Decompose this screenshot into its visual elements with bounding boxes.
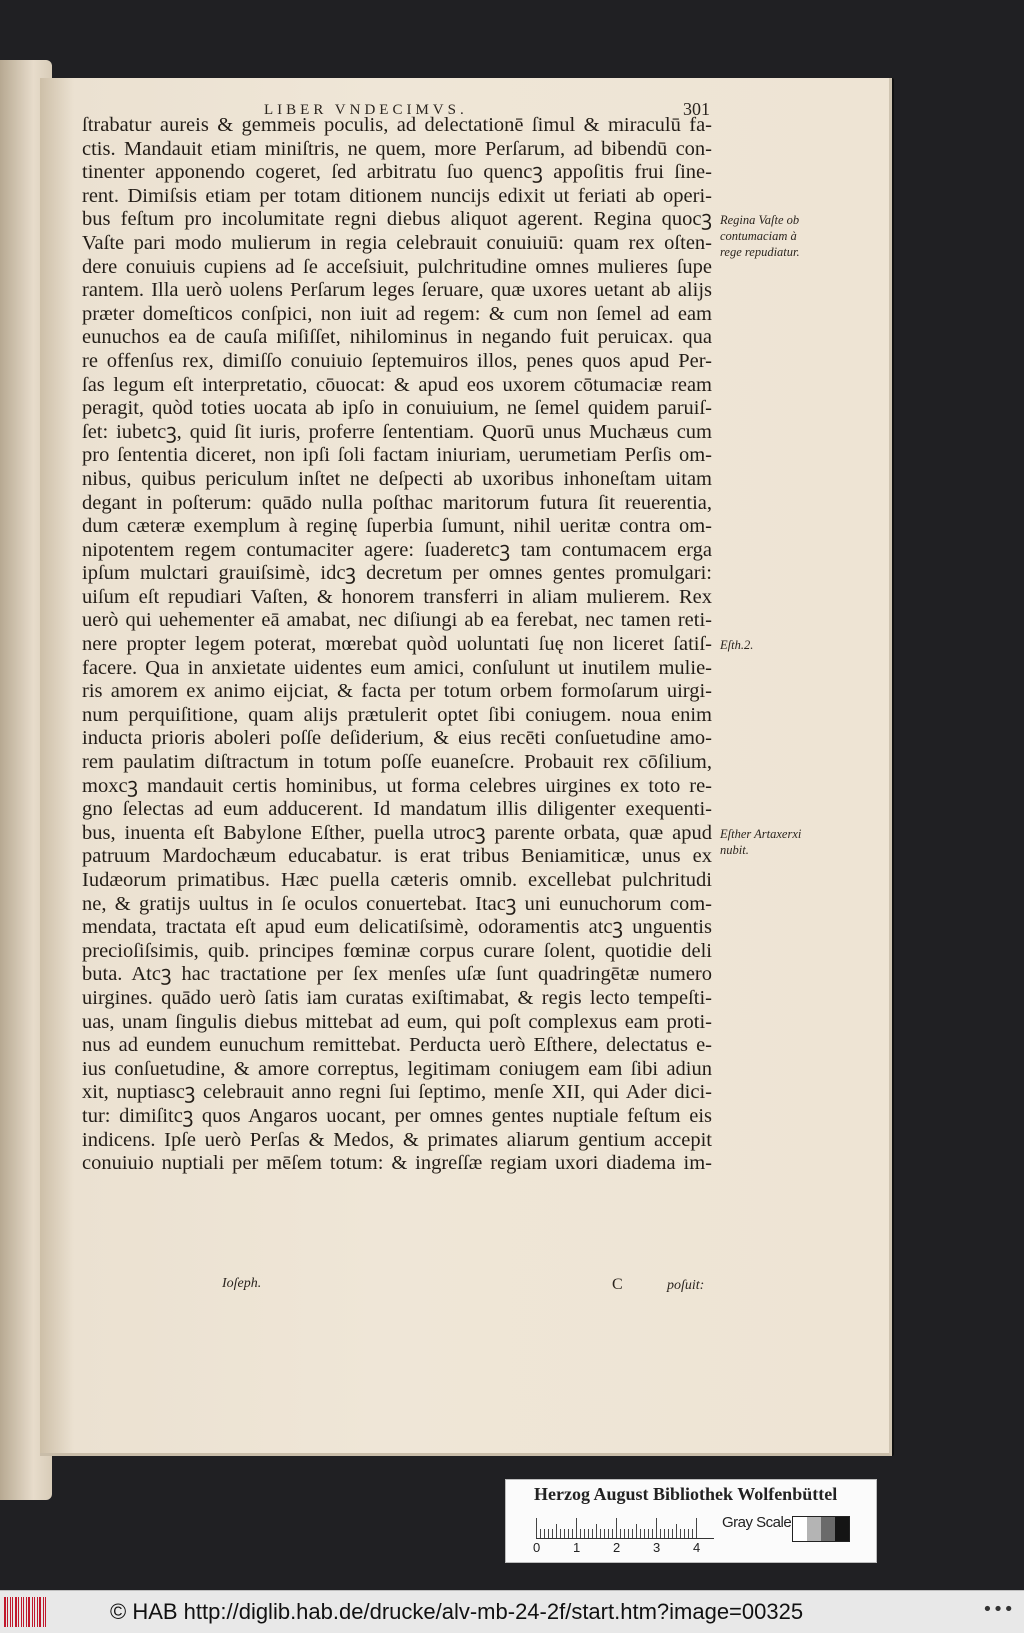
ruler-tick bbox=[560, 1529, 561, 1538]
text-line: eunuchos ea de cauſa miſiſſet, nihilominus in negando fuit peruicax. qua bbox=[82, 326, 712, 349]
ruler-number: 1 bbox=[573, 1540, 581, 1555]
ruler-tick bbox=[648, 1529, 649, 1538]
ruler-tick bbox=[632, 1529, 633, 1538]
text-line: ipſum mulctari grauiſsimè, idcꝫ decretum per omnes gentes promulgari: bbox=[82, 562, 712, 585]
ruler-tick bbox=[568, 1529, 569, 1538]
text-line: rantem. Illa uerò uolens Perſarum leges ſeruare, quæ uxores uetant ab alijs bbox=[82, 279, 712, 302]
margin-note: Eſth.2. bbox=[720, 638, 754, 653]
text-line: dum cæteræ exemplum à reginę ſuperbia ſumunt, nihil ueritæ contra om- bbox=[82, 515, 712, 538]
text-line: facere. Qua in anxietate uidentes eum amici, conſulunt ut inutilem mulie- bbox=[82, 656, 712, 679]
running-head: LIBER VNDECIMVS. bbox=[264, 102, 468, 118]
text-line: buta. Atcꝫ hac tractatione per ſex menſes uſæ ſunt quadringētæ numero bbox=[82, 963, 712, 986]
text-line: ris amorem ex animo eijciat, & facta per totum orbem formoſarum uirgi- bbox=[82, 680, 712, 703]
text-line: inducta prioris aboleri poſſe deſiderium, & eius recēti conſuetudine amo- bbox=[82, 727, 712, 750]
ruler-tick bbox=[672, 1529, 673, 1538]
ruler-tick bbox=[540, 1529, 541, 1538]
text-line: nibus, quibus periculum inſtet ne deſpecti ab uxoribus inhoneſtam uitam bbox=[82, 467, 712, 490]
ruler-tick bbox=[576, 1518, 577, 1538]
measure-ruler bbox=[536, 1514, 714, 1539]
ruler-tick bbox=[604, 1529, 605, 1538]
text-line: re offenſus rex, dimiſſo conuiuio ſeptemuiros illos, penes quos apud Per- bbox=[82, 349, 712, 372]
ruler-tick bbox=[624, 1529, 625, 1538]
gray-swatch bbox=[821, 1517, 835, 1541]
ruler-tick bbox=[688, 1529, 689, 1538]
text-line: conuiuio nuptiali per mēſem totum: & ingreſſæ regiam uxori diadema im- bbox=[82, 1152, 712, 1175]
text-line: peragit, quòd toties uocata ab ipſo in conuiuium, ne ſemel quidem paruiſ- bbox=[82, 397, 712, 420]
text-line: precioſiſsimis, quib. principes fœminæ corpus curare ſolent, quotidie deli bbox=[82, 939, 712, 962]
text-line: ſas legum eſt interpretatio, cōuocat: & apud eos uxorem cōtumaciæ ream bbox=[82, 373, 712, 396]
text-line: rent. Dimiſsis etiam per totam ditionem nuncijs edixit ut feriati ab operi- bbox=[82, 184, 712, 207]
text-line: uas, unam ſingulis diebus mittebat ad eum, qui poſt complexus eam proti- bbox=[82, 1010, 712, 1033]
text-line: nere propter legem poterat, mœrebat quòd uoluntati ſuę non liceret ſatiſ- bbox=[82, 633, 712, 656]
ruler-tick bbox=[596, 1524, 597, 1538]
text-line: xit, nuptiascꝫ celebrauit anno regni ſui ſeptimo, menſe XII, qui Ader dici- bbox=[82, 1081, 712, 1104]
ruler-tick bbox=[552, 1529, 553, 1538]
text-line: uiſum eſt repudiari Vaſten, & honorem transferri in aliam mulierem. Rex bbox=[82, 585, 712, 608]
text-line: mendata, tractata eſt apud eum delicatiſsimè, odoramentis atcꝫ unguentis bbox=[82, 916, 712, 939]
ruler-number: 0 bbox=[533, 1540, 541, 1555]
ruler-tick bbox=[684, 1529, 685, 1538]
ruler-tick bbox=[656, 1518, 657, 1538]
ruler-tick bbox=[620, 1529, 621, 1538]
gray-swatch bbox=[793, 1517, 807, 1541]
text-line: gno ſelectas ad eum adducerent. Id mandatum illis diligenter exequenti- bbox=[82, 798, 712, 821]
text-line: bus feſtum pro incolumitate regni diebus aliquot agerent. Regina quocꝫ bbox=[82, 208, 712, 231]
ruler-number: 2 bbox=[613, 1540, 621, 1555]
text-line: tur: dimiſitcꝫ quos Angaros uocant, per omnes gentes nuptiale feſtum eis bbox=[82, 1104, 712, 1127]
ruler-tick bbox=[628, 1529, 629, 1538]
text-line: ius conſuetudine, & amore correptus, legitimam coniugem eam ſibi adiun bbox=[82, 1057, 712, 1080]
body-text bbox=[82, 114, 712, 1176]
ruler-tick bbox=[660, 1529, 661, 1538]
ruler-tick bbox=[572, 1529, 573, 1538]
gray-scale-label: Gray Scale bbox=[722, 1514, 792, 1531]
text-line: degant in poſterum: quādo nulla poſthac maritorum futura ſit reuerentia, bbox=[82, 491, 712, 514]
gray-swatch bbox=[807, 1517, 821, 1541]
text-line: tinenter apponendo cogeret, ſed arbitratu ſuo quencꝫ appoſitis frui ſine- bbox=[82, 161, 712, 184]
color-scale-card bbox=[505, 1479, 877, 1563]
folio-number: 301 bbox=[683, 99, 710, 119]
text-line: ſtrabatur aureis & gemmeis poculis, ad delectationē ſimul & miraculū fa- bbox=[82, 114, 712, 136]
text-line: patruum Mardochæum educabatur. is erat tribus Beniamiticæ, unus ex bbox=[82, 845, 712, 868]
text-line: uirgines. quādo uerò ſatis iam curatas exiſtimabat, & regis lecto tempeſti- bbox=[82, 986, 712, 1009]
margin-note: Regina Vaſte ob contumaciam à rege repudiatur. bbox=[720, 213, 800, 260]
ruler-tick bbox=[584, 1529, 585, 1538]
ruler-number: 3 bbox=[653, 1540, 661, 1555]
ruler-tick bbox=[600, 1529, 601, 1538]
ruler-tick bbox=[548, 1529, 549, 1538]
ruler-tick bbox=[544, 1529, 545, 1538]
more-menu-icon[interactable]: ••• bbox=[982, 1599, 1014, 1620]
ruler-tick bbox=[564, 1529, 565, 1538]
text-line: dere conuiuis cupiens ad ſe acceſsiuit, pulchritudine omnes mulieres ſupe bbox=[82, 255, 712, 278]
text-line: ne, & gratijs uultus in ſe oculos conuertebat. Itacꝫ uni eunuchorum com- bbox=[82, 892, 712, 915]
text-line: ctis. Mandauit etiam miniſtris, ne quem, more Perſarum, ad bibendū con- bbox=[82, 137, 712, 160]
ruler-tick bbox=[612, 1529, 613, 1538]
text-line: bus, inuenta eſt Babylone Eſther, puella utrocꝫ parente orbata, quæ apud bbox=[82, 821, 712, 844]
gray-scale-strip bbox=[792, 1516, 850, 1542]
catchword: poſuit: bbox=[667, 1278, 705, 1293]
margin-note: Eſther Artaxerxi nubit. bbox=[720, 827, 802, 857]
text-line: præter domeſticos conſpici, non iuit ad regem: & cum non ſemel ad eam bbox=[82, 302, 712, 325]
ruler-tick bbox=[680, 1529, 681, 1538]
barcode-icon bbox=[4, 1597, 48, 1627]
catchword-left: Ioſeph. bbox=[222, 1276, 262, 1291]
ruler-tick bbox=[616, 1518, 617, 1538]
ruler-tick bbox=[668, 1529, 669, 1538]
text-line: nus ad eundem eunuchum remittebat. Perducta uerò Eſthere, delectatus e- bbox=[82, 1034, 712, 1057]
text-line: ſet: iubetcꝫ, quid ſit iuris, proferre ſententiam. Quorū unus Muchæus cum bbox=[82, 420, 712, 443]
text-line: pro ſententia diceret, non ipſi ſoli factam iniuriam, uerumetiam Perſis om- bbox=[82, 444, 712, 467]
signature-mark: C bbox=[612, 1276, 623, 1293]
text-line: num perquiſitione, quam alijs prætulerit optet ſibi coniugem. noua enim bbox=[82, 703, 712, 726]
ruler-tick bbox=[676, 1524, 677, 1538]
ruler-tick bbox=[588, 1529, 589, 1538]
text-line: indicens. Ipſe uerò Perſas & Medos, & primates aliarum gentium accepit bbox=[82, 1128, 712, 1151]
ruler-tick bbox=[644, 1529, 645, 1538]
ruler-tick bbox=[608, 1529, 609, 1538]
ruler-number: 4 bbox=[693, 1540, 701, 1555]
ruler-tick bbox=[536, 1518, 537, 1538]
ruler-tick bbox=[652, 1529, 653, 1538]
ruler-tick bbox=[580, 1529, 581, 1538]
text-line: nipotentem regem contumaciter agere: ſuaderetcꝫ tam contumacem erga bbox=[82, 538, 712, 561]
text-line: moxcꝫ mandauit certis hominibus, ut forma celebres uirgines ex toto re- bbox=[82, 774, 712, 797]
ruler-tick bbox=[592, 1529, 593, 1538]
gray-swatch bbox=[835, 1517, 849, 1541]
ruler-tick bbox=[664, 1529, 665, 1538]
text-line: rem paulatim diſtractum in totum poſſe euaneſcre. Probauit rex cōſilium, bbox=[82, 751, 712, 774]
library-name: Herzog August Bibliothek Wolfenbüttel bbox=[534, 1484, 838, 1504]
copyright-url[interactable]: © HAB http://diglib.hab.de/drucke/alv-mb-24-2f/start.htm?image=00325 bbox=[110, 1599, 804, 1624]
text-line: uerò qui uehementer eā amabat, nec diſiungi ab ea ferebat, nec tamen reti- bbox=[82, 609, 712, 632]
status-bar bbox=[0, 1590, 1024, 1633]
ruler-tick bbox=[640, 1529, 641, 1538]
text-line: Vaſte pari modo mulierum in regia celebrauit conuiuiū: quam rex oſten- bbox=[82, 231, 712, 254]
text-line: Iudæorum primatibus. Hæc puella cæteris omnib. excellebat pulchritudi bbox=[82, 869, 712, 891]
ruler-tick bbox=[556, 1524, 557, 1538]
ruler-tick bbox=[636, 1524, 637, 1538]
ruler-tick bbox=[696, 1518, 697, 1538]
ruler-tick bbox=[692, 1529, 693, 1538]
